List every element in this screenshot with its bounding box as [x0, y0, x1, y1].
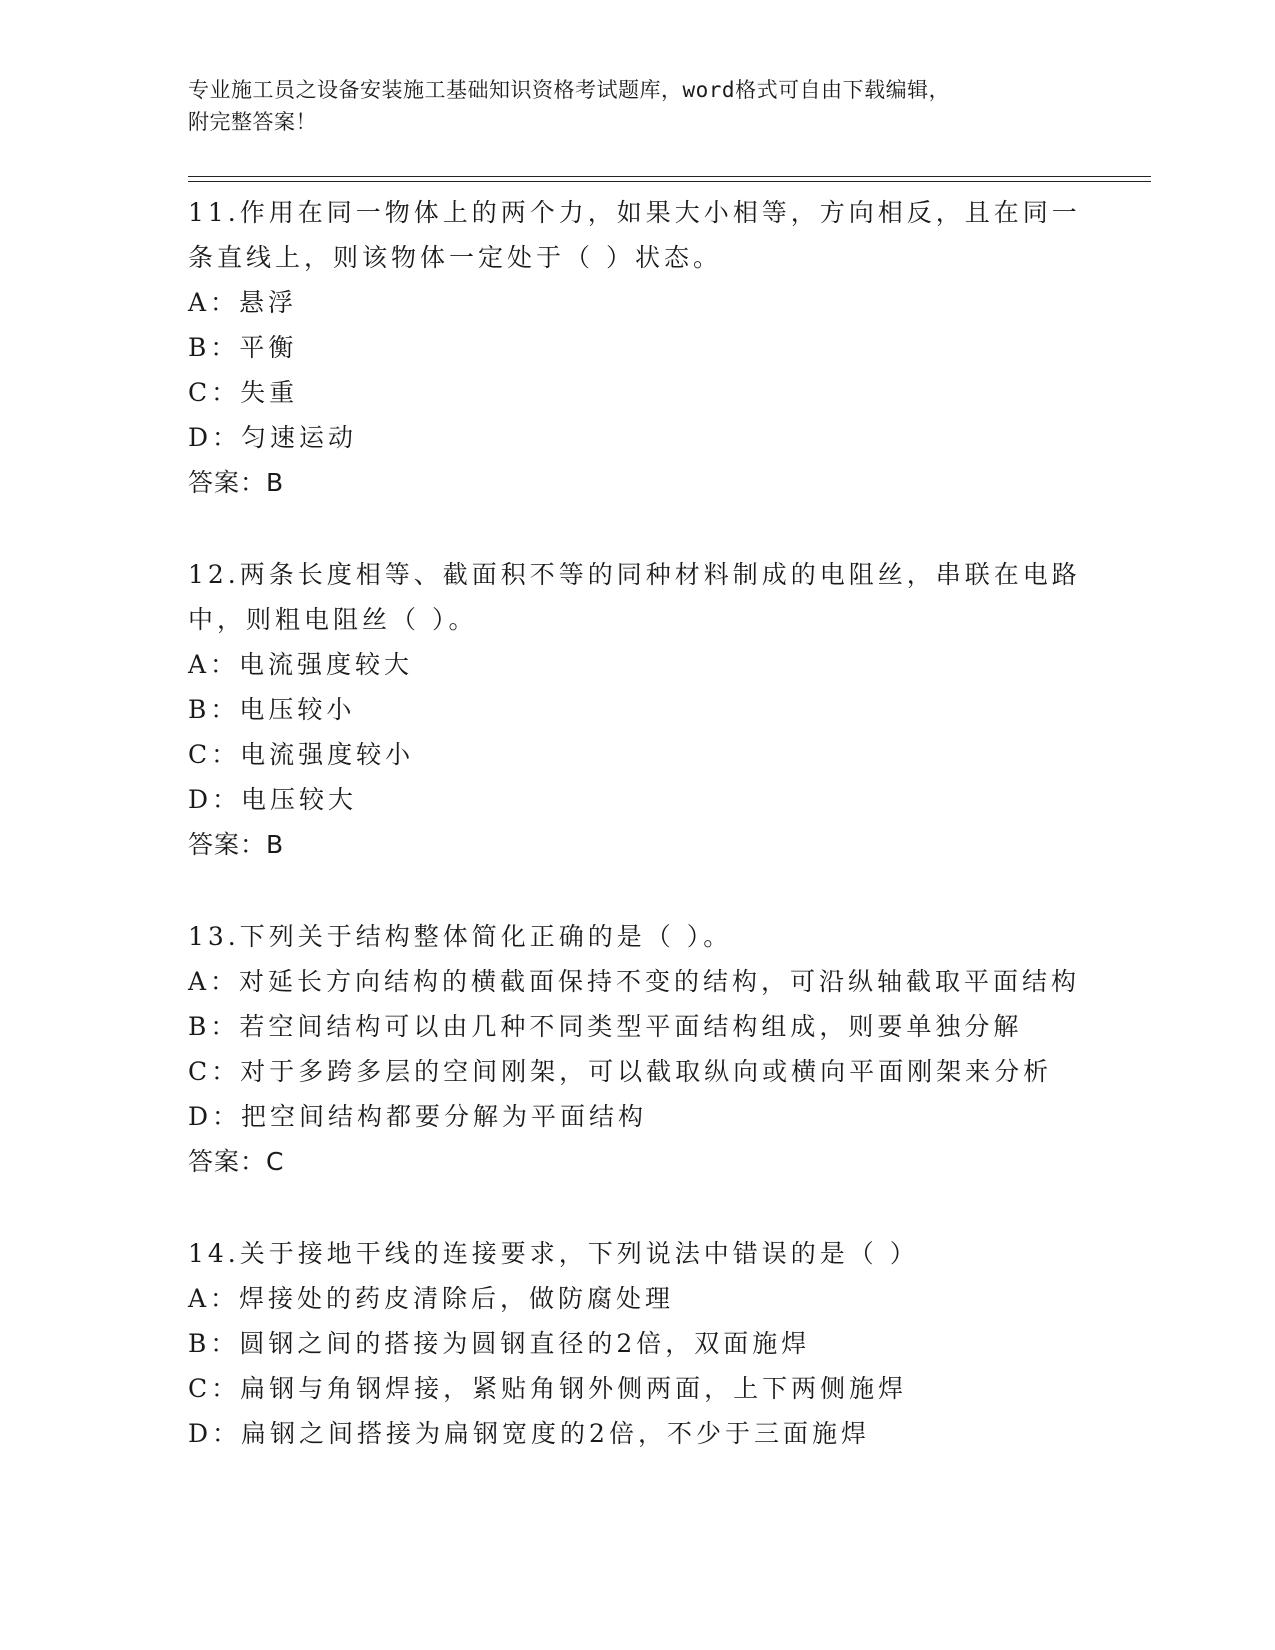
option-d: D：扁钢之间搭接为扁钢宽度的2倍，不少于三面施焊: [188, 1419, 870, 1448]
option-b: B：平衡: [188, 333, 298, 362]
question-stem-line: 13.下列关于结构整体简化正确的是（ ）。: [188, 922, 733, 951]
question-stem: [188, 914, 1088, 959]
spacer: [188, 1184, 1088, 1231]
option-a: A：对延长方向结构的横截面保持不变的结构，可沿纵轴截取平面结构: [188, 967, 1081, 996]
question-12: [188, 552, 1088, 867]
question-list: [188, 190, 1088, 1456]
option-b: B：圆钢之间的搭接为圆钢直径的2倍，双面施焊: [188, 1329, 811, 1358]
question-stem: [188, 190, 1088, 280]
header-line-1: 专业施工员之设备安装施工基础知识资格考试题库，word格式可自由下载编辑，: [188, 78, 951, 102]
question-11: [188, 190, 1088, 505]
question-stem-line: 条直线上，则该物体一定处于（ ）状态。: [188, 243, 722, 272]
option-b: B：若空间结构可以由几种不同类型平面结构组成，则要单独分解: [188, 1012, 1023, 1041]
question-stem-line: 14.关于接地干线的连接要求，下列说法中错误的是（ ）: [188, 1239, 919, 1268]
option-d: D：把空间结构都要分解为平面结构: [188, 1102, 648, 1131]
question-stem: [188, 1231, 1088, 1276]
spacer: [188, 867, 1088, 914]
question-13: [188, 914, 1088, 1184]
option-a: A：焊接处的药皮清除后，做防腐处理: [188, 1284, 675, 1313]
question-stem-line: 中，则粗电阻丝（ ）。: [188, 605, 478, 634]
question-stem-line: 12.两条长度相等、截面积不等的同种材料制成的电阻丝，串联在电路: [188, 560, 1081, 589]
option-d: D：电压较大: [188, 785, 358, 814]
option-c: C：电流强度较小: [188, 740, 415, 769]
option-c: C：扁钢与角钢焊接，紧贴角钢外侧两面，上下两侧施焊: [188, 1374, 908, 1403]
option-d: D：匀速运动: [188, 423, 358, 452]
option-c: C：失重: [188, 378, 299, 407]
option-b: B：电压较小: [188, 695, 356, 724]
header-divider-bottom: [188, 181, 1151, 182]
option-a: A：电流强度较大: [188, 650, 414, 679]
option-c: C：对于多跨多层的空间刚架，可以截取纵向或横向平面刚架来分析: [188, 1057, 1053, 1086]
question-stem-line: 11.作用在同一物体上的两个力，如果大小相等，方向相反，且在同一: [188, 198, 1081, 227]
question-stem: [188, 552, 1088, 642]
answer-line: 答案：B: [188, 468, 285, 497]
document-header: [188, 74, 1068, 138]
option-a: A：悬浮: [188, 288, 298, 317]
header-divider-top: [188, 176, 1151, 177]
question-14: [188, 1231, 1088, 1456]
spacer: [188, 505, 1088, 552]
header-line-2: 附完整答案！: [188, 110, 317, 134]
answer-line: 答案：B: [188, 830, 285, 859]
answer-line: 答案：C: [188, 1147, 285, 1176]
